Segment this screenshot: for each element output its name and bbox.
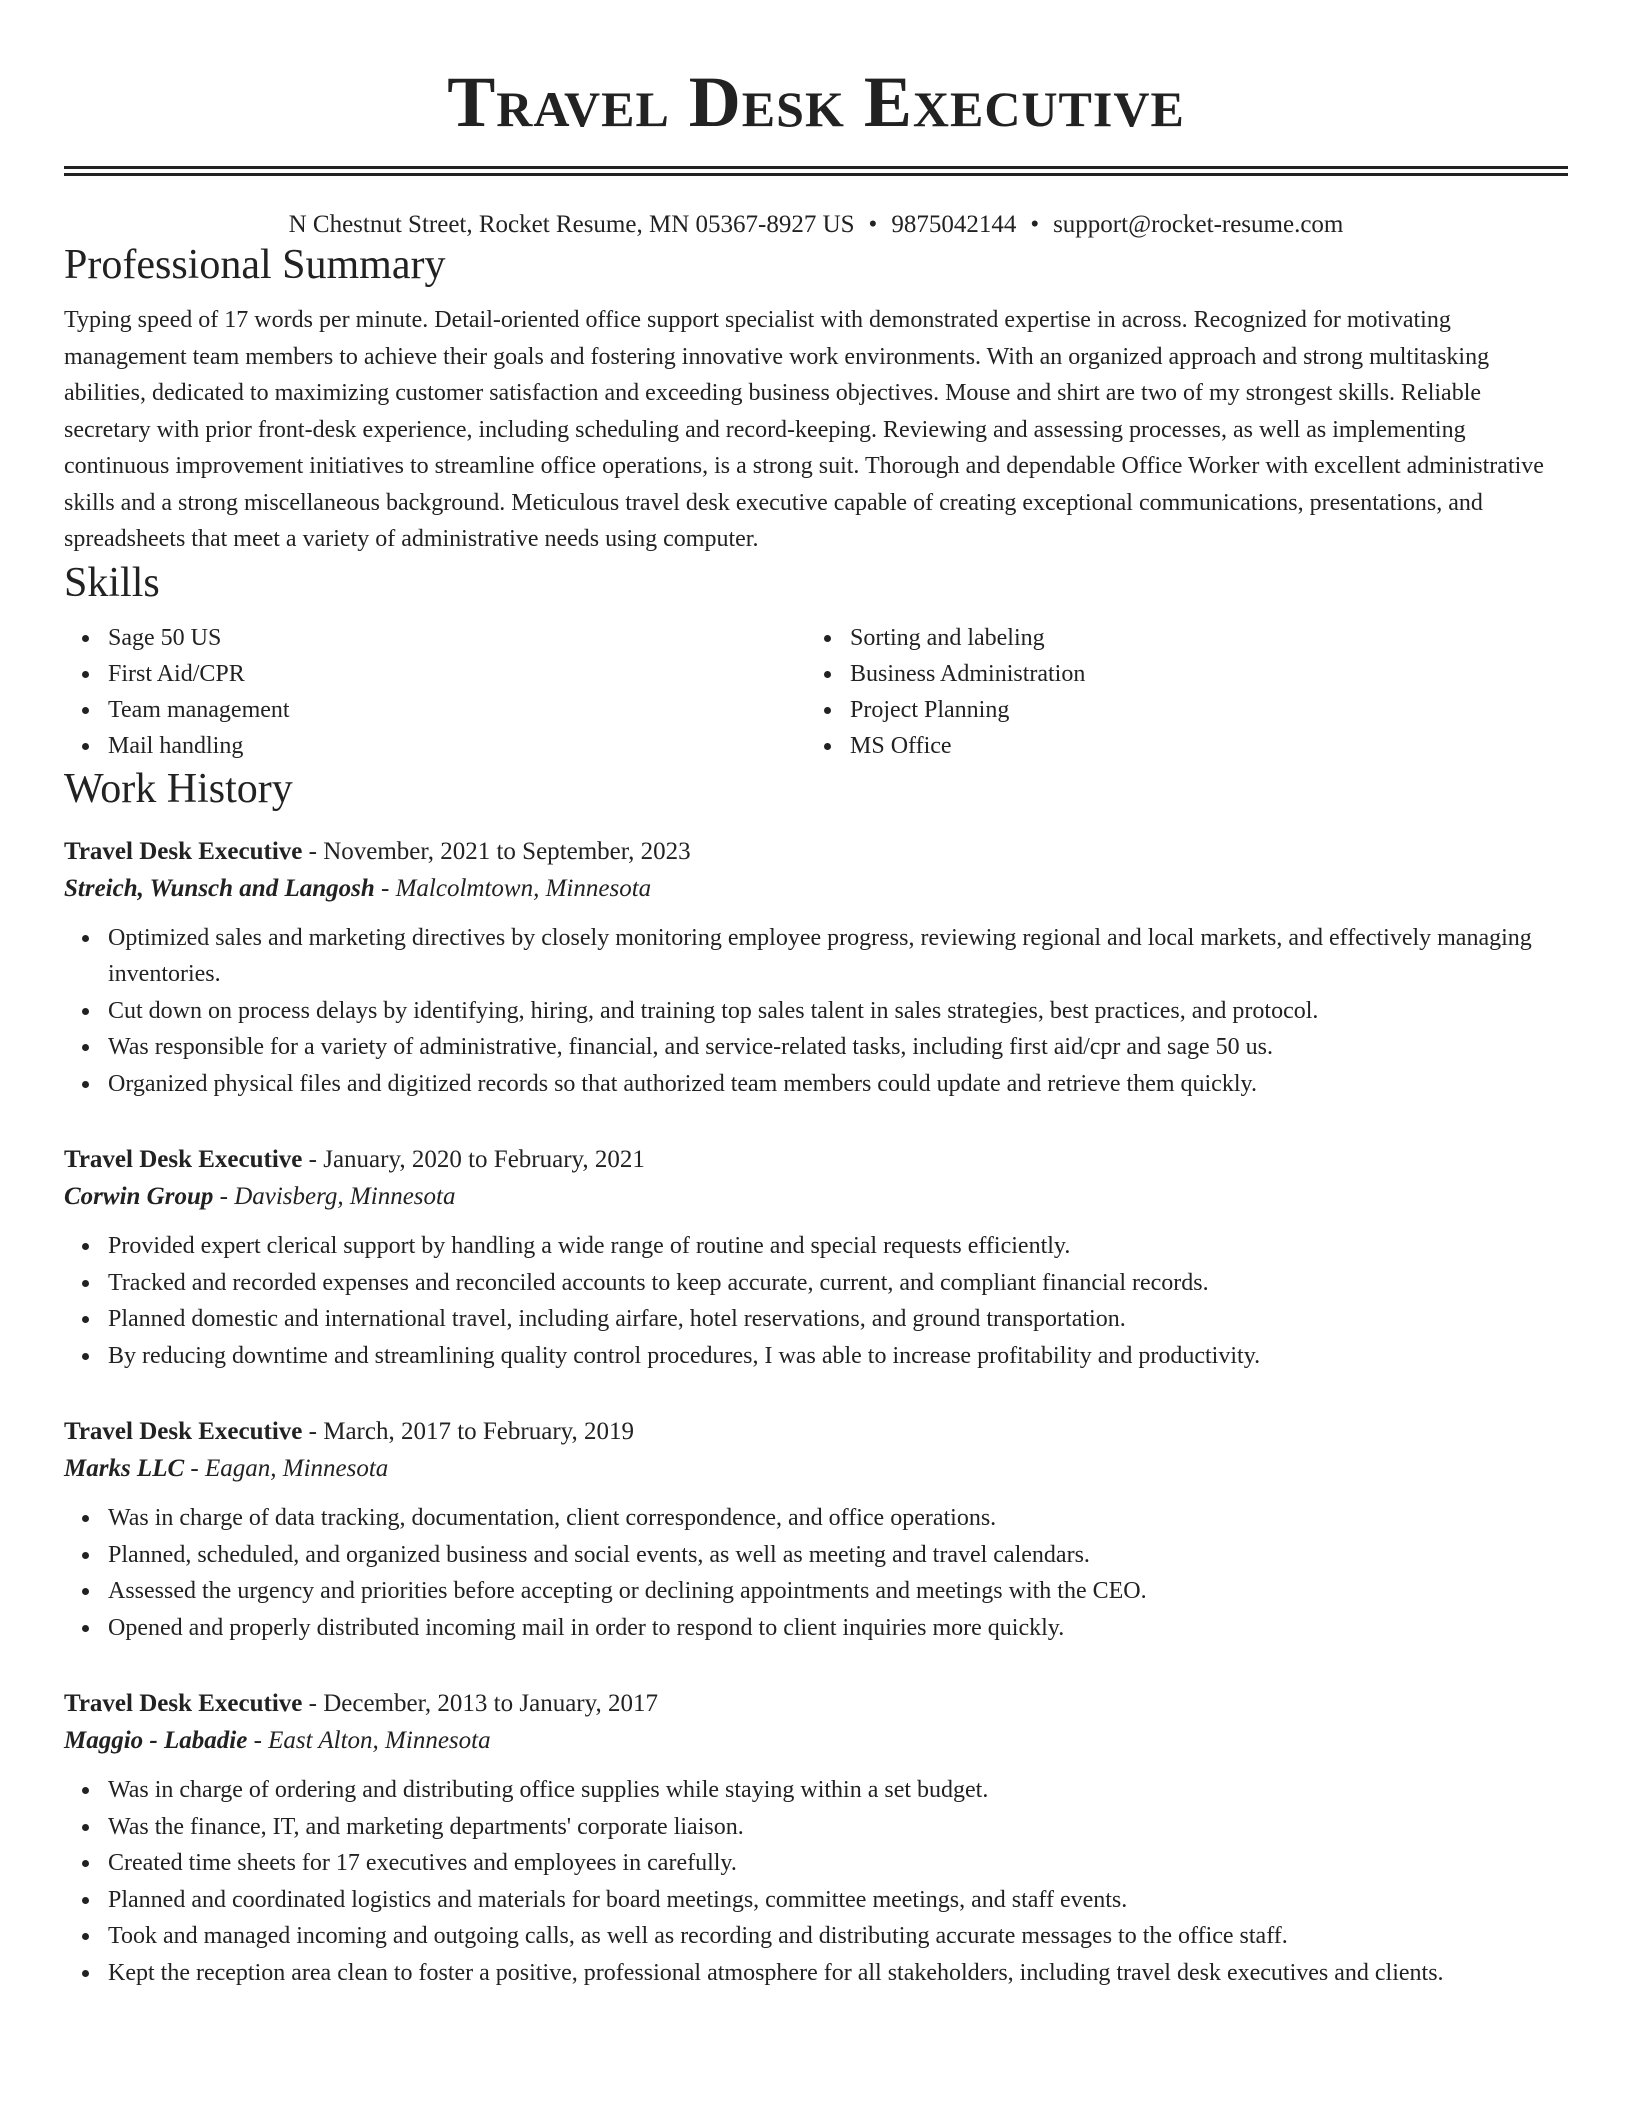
job-company: Corwin Group: [64, 1183, 214, 1210]
job-title-line: [64, 1414, 1568, 1450]
job-title-line: [64, 1142, 1568, 1178]
summary-heading: Professional Summary: [64, 242, 446, 288]
skill-item: Team management: [64, 692, 806, 728]
contact-separator: •: [1030, 211, 1040, 238]
skills-heading: Skills: [64, 559, 160, 606]
contact-address: N Chestnut Street, Rocket Resume, MN 05367-8927 US: [288, 211, 855, 238]
job-company-line: [64, 1178, 1568, 1216]
summary-text: Typing speed of 17 words per minute. Detail-oriented office support specialist with demonstrated expertise in across. Recognized for motivating management team members to achieve their goals and fostering innovative work environments. With an organized approach and strong multitasking abilities, dedicated to maximizing customer satisfaction and exceeding business objectives. Mouse and shirt are two of my strongest skills. Reliable secretary with prior front-desk experience, including scheduling and record-keeping. Reviewing and assessing processes, as well as implementing continuous improvement initiatives to streamline office operations, is a strong suit. Thorough and dependable Office Worker with excellent administrative skills and a strong miscellaneous background. Meticulous travel desk executive capable of creating exceptional communications, presentations, and spreadsheets that meet a variety of administrative needs using computer.: [64, 307, 1544, 552]
job-bullet: Created time sheets for 17 executives and employees in carefully.: [64, 1845, 1568, 1882]
job-bullet: Kept the reception area clean to foster a positive, professional atmosphere for all stakeholders, including travel desk executives and clients.: [64, 1955, 1568, 1992]
job-entry: [64, 1414, 1568, 1646]
job-bullets: [64, 920, 1568, 1103]
job-bullets: [64, 1772, 1568, 1991]
job-entry: [64, 1686, 1568, 1991]
skill-item: Sage 50 US: [64, 620, 806, 656]
job-title: Travel Desk Executive: [64, 837, 303, 865]
job-location: - Malcolmtown, Minnesota: [374, 874, 652, 902]
skill-item: Sorting and labeling: [806, 620, 1548, 656]
job-company-line: [64, 1450, 1568, 1488]
job-bullet: Provided expert clerical support by handling a wide range of routine and special requests efficiently.: [64, 1228, 1568, 1265]
job-title-line: [64, 834, 1568, 870]
contact-email: support@rocket-resume.com: [1053, 211, 1344, 238]
skill-item: First Aid/CPR: [64, 656, 806, 692]
job-company-line: [64, 870, 1568, 908]
job-bullet: Optimized sales and marketing directives by closely monitoring employee progress, reviewing regional and local markets, and effectively managing inventories.: [64, 920, 1568, 993]
job-company-line: [64, 1722, 1568, 1760]
job-bullet: Opened and properly distributed incoming mail in order to respond to client inquiries more quickly.: [64, 1610, 1568, 1647]
skills-column-right: [806, 620, 1548, 764]
job-entry: [64, 1142, 1568, 1374]
job-location: - East Alton, Minnesota: [247, 1727, 491, 1754]
job-bullet: Took and managed incoming and outgoing calls, as well as recording and distributing accurate messages to the office staff.: [64, 1918, 1568, 1955]
skill-item: Project Planning: [806, 692, 1548, 728]
contact-line: [64, 210, 1568, 240]
job-bullets: [64, 1500, 1568, 1646]
job-dates: - January, 2020 to February, 2021: [302, 1146, 645, 1173]
job-bullet: By reducing downtime and streamlining quality control procedures, I was able to increase profitability and productivity.: [64, 1338, 1568, 1375]
work-history-heading: Work History: [64, 765, 293, 812]
job-bullet: Was responsible for a variety of administrative, financial, and service-related tasks, including first aid/cpr and sage 50 us.: [64, 1029, 1568, 1066]
skills-list: [64, 620, 1568, 764]
job-dates: - March, 2017 to February, 2019: [302, 1418, 635, 1445]
job-location: - Davisberg, Minnesota: [213, 1183, 456, 1210]
job-dates: - November, 2021 to September, 2023: [302, 837, 691, 865]
job-dates: - December, 2013 to January, 2017: [302, 1690, 658, 1717]
job-bullet: Was in charge of data tracking, documentation, client correspondence, and office operations.: [64, 1500, 1568, 1537]
job-entry: [64, 834, 1568, 1103]
job-title: Travel Desk Executive: [64, 1418, 303, 1445]
job-bullet: Planned domestic and international travel, including airfare, hotel reservations, and ground transportation.: [64, 1301, 1568, 1338]
job-title-line: [64, 1686, 1568, 1722]
resume-name: Travel Desk Executive: [447, 62, 1185, 142]
skill-item: MS Office: [806, 728, 1548, 764]
job-company: Streich, Wunsch and Langosh: [64, 874, 375, 902]
contact-phone: 9875042144: [891, 211, 1017, 238]
job-bullet: Cut down on process delays by identifying, hiring, and training top sales talent in sales strategies, best practices, and protocol.: [64, 993, 1568, 1030]
job-company: Marks LLC: [64, 1455, 185, 1482]
job-location: - Eagan, Minnesota: [184, 1455, 389, 1482]
job-bullet: Planned, scheduled, and organized business and social events, as well as meeting and travel calendars.: [64, 1537, 1568, 1574]
skills-column-left: [64, 620, 806, 764]
job-bullet: Organized physical files and digitized records so that authorized team members could update and retrieve them quickly.: [64, 1066, 1568, 1103]
job-title: Travel Desk Executive: [64, 1146, 303, 1173]
job-bullet: Was the finance, IT, and marketing departments' corporate liaison.: [64, 1809, 1568, 1846]
skill-item: Mail handling: [64, 728, 806, 764]
job-bullet: Assessed the urgency and priorities before accepting or declining appointments and meetings with the CEO.: [64, 1573, 1568, 1610]
job-title: Travel Desk Executive: [64, 1690, 303, 1717]
job-bullet: Tracked and recorded expenses and reconciled accounts to keep accurate, current, and compliant financial records.: [64, 1265, 1568, 1302]
skill-item: Business Administration: [806, 656, 1548, 692]
job-bullets: [64, 1228, 1568, 1374]
job-bullet: Planned and coordinated logistics and materials for board meetings, committee meetings, and staff events.: [64, 1882, 1568, 1919]
job-company: Maggio - Labadie: [64, 1727, 248, 1754]
contact-separator: •: [868, 211, 878, 238]
header-double-rule: [64, 166, 1568, 176]
job-bullet: Was in charge of ordering and distributing office supplies while staying within a set budget.: [64, 1772, 1568, 1809]
